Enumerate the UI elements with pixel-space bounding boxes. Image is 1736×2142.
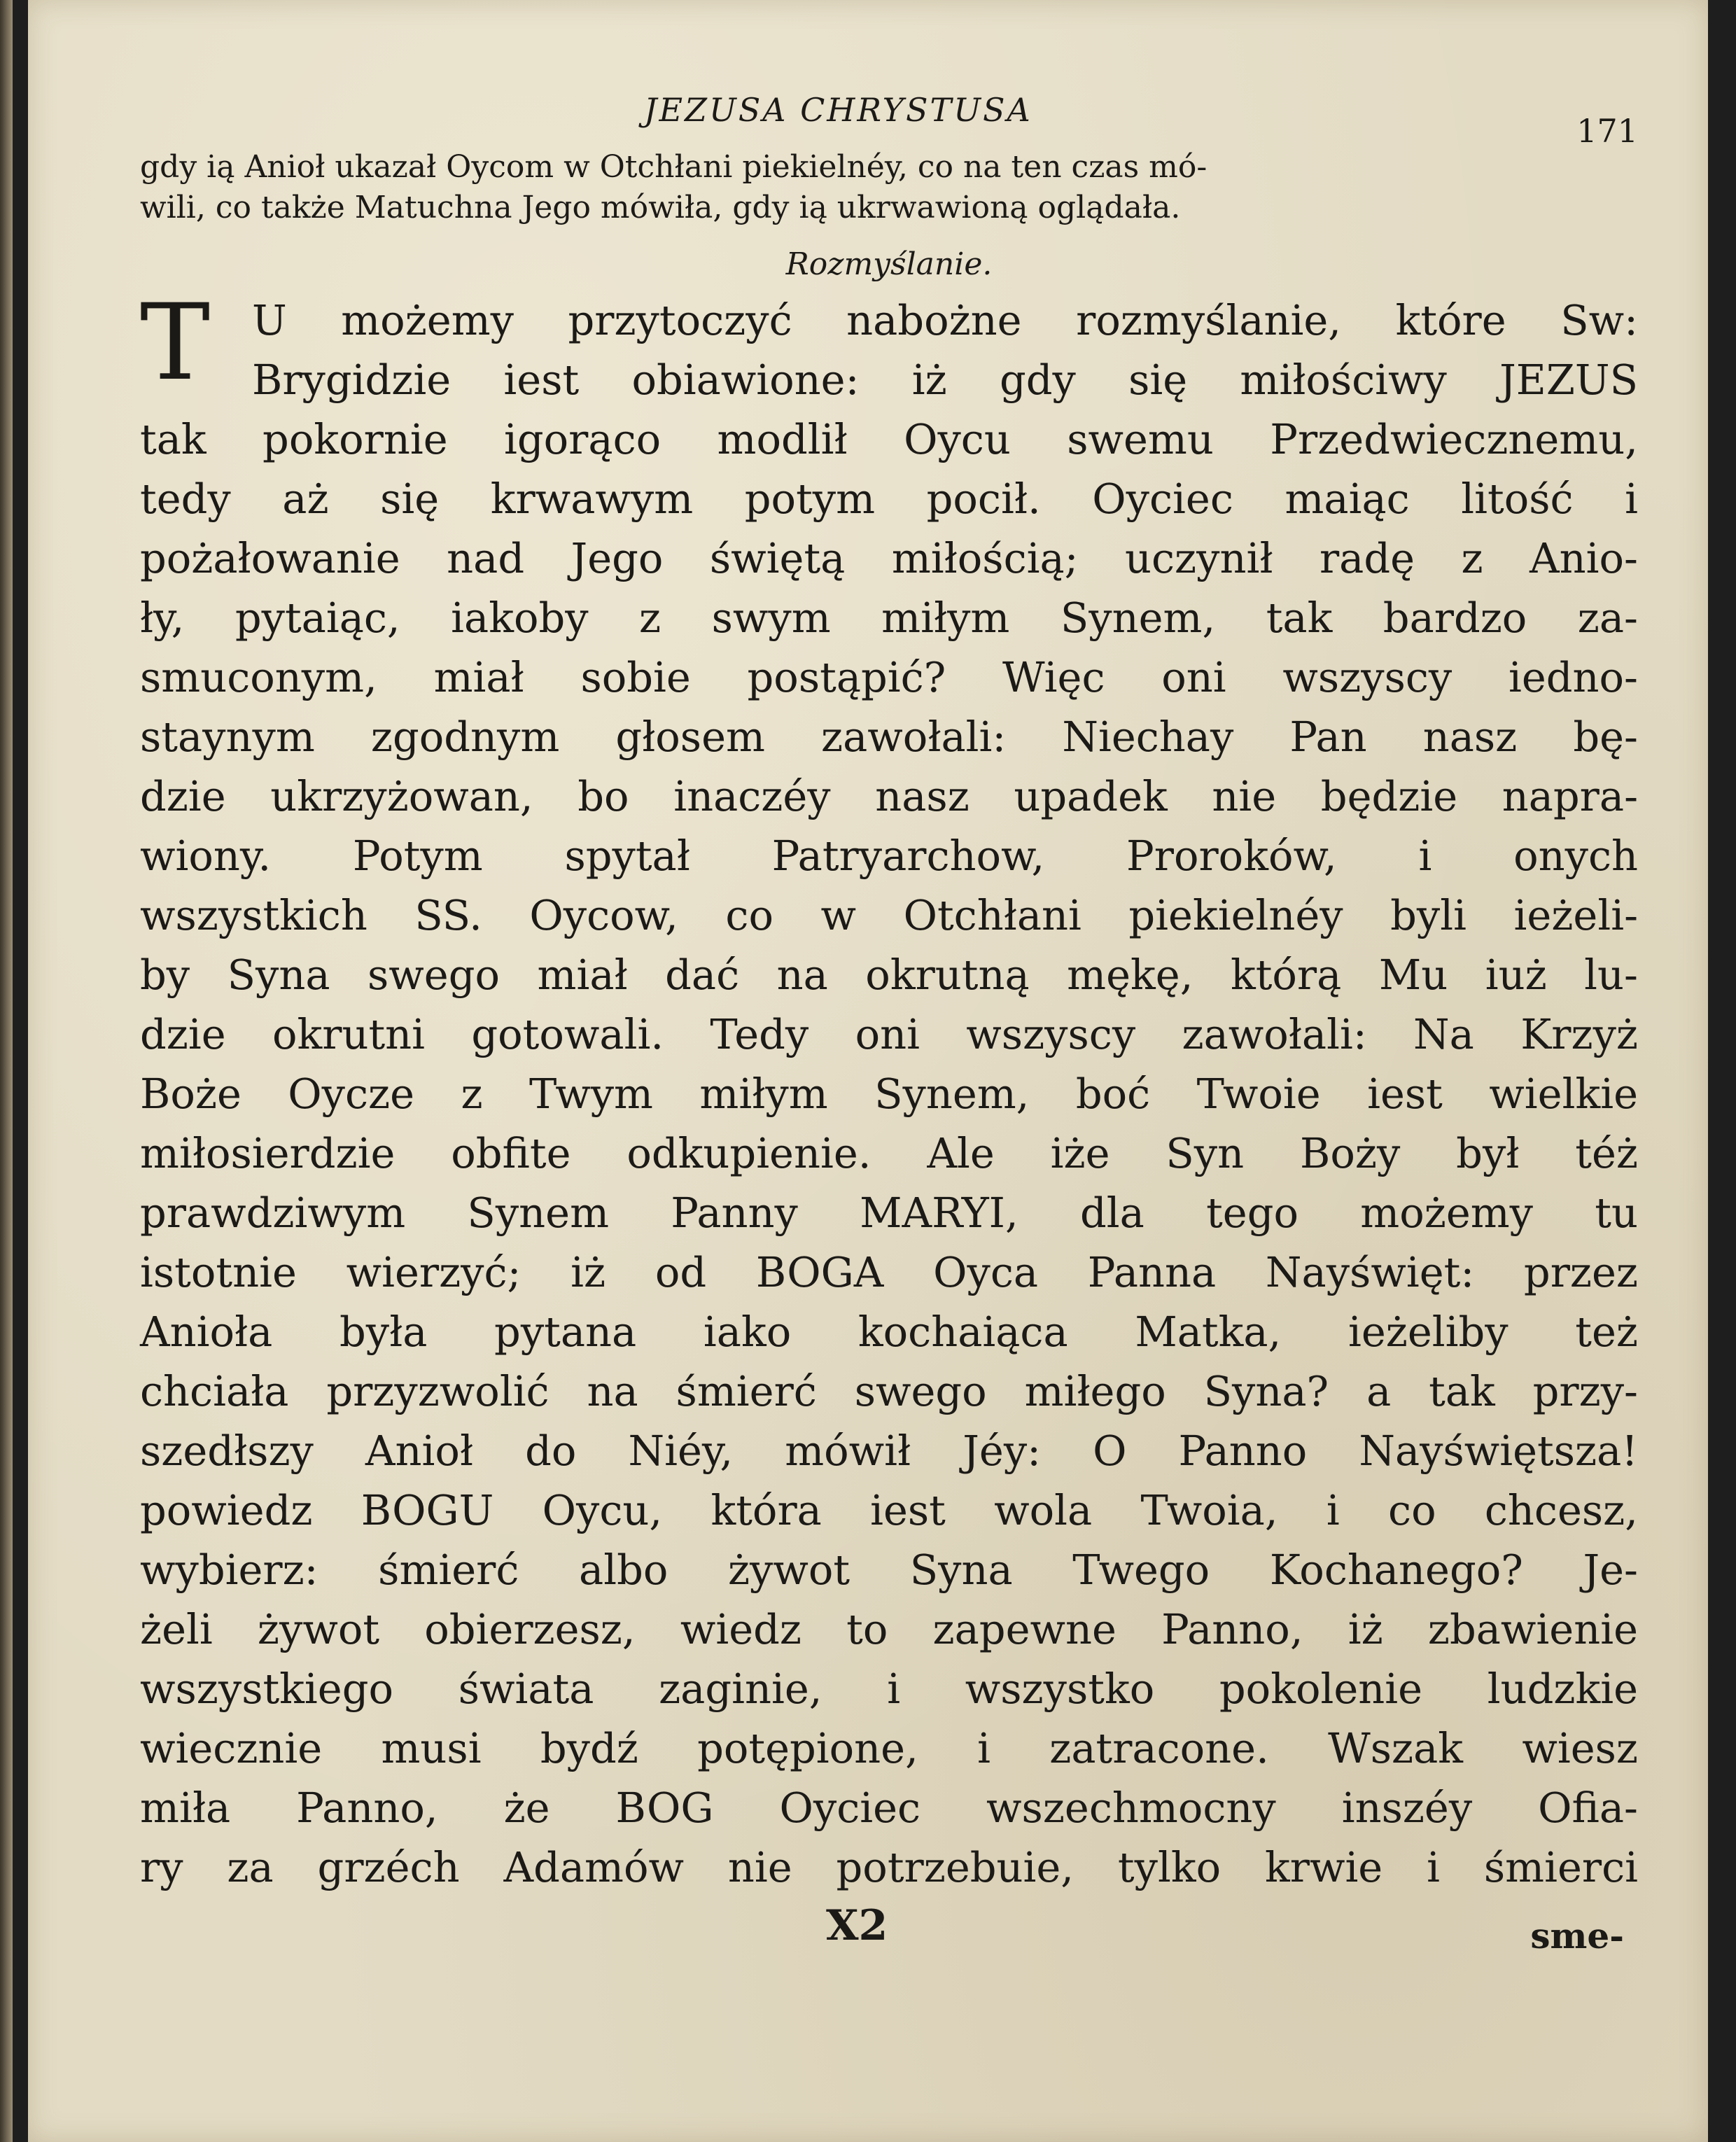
body-line: Boże Oycze z Twym miłym Synem, boć Twoie iest wielkie — [140, 1070, 1638, 1118]
body-line: U możemy przytoczyć nabożne rozmyślanie, które Sw: — [252, 296, 1638, 344]
intro-line: gdy ią Anioł ukazał Oycom w Otchłani piekielnéy, co na ten czas mó- — [140, 149, 1208, 185]
body-line: ry za grzéch Adamów nie potrzebuie, tylko krwie i śmierci — [140, 1843, 1638, 1891]
body-line: miła Panno, że BOG Oyciec wszechmocny inszéy Ofia- — [140, 1784, 1638, 1832]
body-line: szedłszy Anioł do Niéy, mówił Jéy: O Panno Nayświętsza! — [140, 1427, 1638, 1475]
body-line: dzie ukrzyżowan, bo inaczéy nasz upadek nie będzie napra- — [140, 772, 1638, 820]
page-number: 171 — [1576, 112, 1638, 150]
body-line: wiony. Potym spytał Patryarchow, Proroków, i onych — [140, 832, 1638, 880]
body-line: Anioła była pytana iako kochaiąca Matka, ieżeliby też — [140, 1308, 1638, 1356]
body-line: tedy aż się krwawym potym pocił. Oyciec maiąc litość i — [140, 475, 1638, 523]
body-line: prawdziwym Synem Panny MARYI, dla tego możemy tu — [140, 1189, 1638, 1237]
body-line: wybierz: śmierć albo żywot Syna Twego Kochanego? Je- — [140, 1546, 1638, 1594]
body-line: wszystkiego świata zaginie, i wszystko pokolenie ludzkie — [140, 1665, 1638, 1713]
section-title: Rozmyślanie. — [785, 246, 993, 282]
drop-cap: T — [140, 282, 211, 404]
body-line: tak pokornie igorąco modlił Oycu swemu Przedwiecznemu, — [140, 415, 1638, 463]
meditation-paragraph — [140, 282, 1638, 1897]
body-line: staynym zgodnym głosem zawołali: Niechay Pan nasz bę- — [140, 713, 1638, 761]
intro-text — [140, 147, 1638, 228]
page-edge — [0, 0, 13, 2142]
body-line: wszystkich SS. Oycow, co w Otchłani piekielnéy byli ieżeli- — [140, 891, 1638, 939]
intro-line: wili, co także Matuchna Jego mówiła, gdy ią ukrwawioną oglądała. — [140, 190, 1181, 225]
running-title: JEZUSA CHRYSTUSA — [644, 91, 1032, 129]
body-line: żeli żywot obierzesz, wiedz to zapewne Panno, iż zbawienie — [140, 1605, 1638, 1653]
body-line: powiedz BOGU Oycu, która iest wola Twoia, i co chcesz, — [140, 1486, 1638, 1534]
running-head — [140, 91, 1638, 150]
body-line: Brygidzie iest obiawione: iż gdy się miłościwy JEZUS — [252, 356, 1638, 404]
page-footer — [140, 1901, 1638, 1964]
body-line: dzie okrutni gotowali. Tedy oni wszyscy zawołali: Na Krzyż — [140, 1010, 1638, 1058]
body-line: miłosierdzie obfite odkupienie. Ale iże Syn Boży był téż — [140, 1129, 1638, 1177]
body-line: by Syna swego miał dać na okrutną mękę, którą Mu iuż lu- — [140, 951, 1638, 999]
body-line: istotnie wierzyć; iż od BOGA Oyca Panna Nayświęt: przez — [140, 1248, 1638, 1296]
signature-mark: X2 — [826, 1901, 888, 1950]
body-line: wiecznie musi bydź potępione, i zatracone. Wszak wiesz — [140, 1724, 1638, 1772]
catchword: sme- — [1530, 1915, 1624, 1956]
text-block — [140, 91, 1638, 1964]
body-line: ły, pytaiąc, iakoby z swym miłym Synem, tak bardzo za- — [140, 594, 1638, 642]
body-line: chciała przyzwolić na śmierć swego miłego Syna? a tak przy- — [140, 1367, 1638, 1415]
body-line: pożałowanie nad Jego świętą miłością; uczynił radę z Anio- — [140, 534, 1638, 582]
body-line: smuconym, miał sobie postąpić? Więc oni wszyscy iedno- — [140, 653, 1638, 701]
book-page — [28, 0, 1708, 2142]
